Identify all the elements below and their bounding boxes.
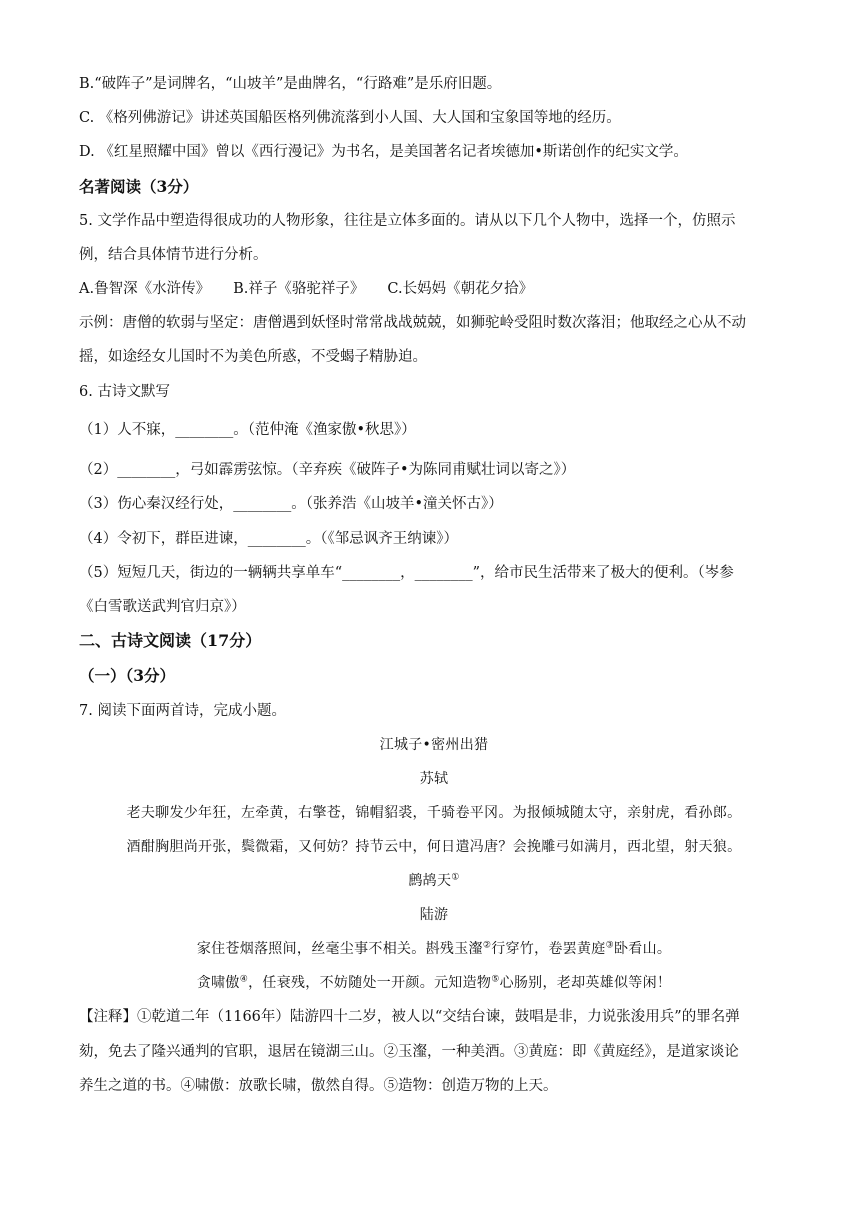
section2-subheading: （一）（3分）	[79, 666, 176, 685]
poem2-title: 鹧鸪天①	[408, 872, 460, 889]
option-c: C. 《格列佛游记》讲述英国船医格列佛流落到小人国、大人国和宝象国等地的经历。	[79, 110, 621, 126]
poem2-line2: 贪啸傲④，任衰残，不妨随处一开颜。元知造物⑤心肠别，老却英雄似等闲！	[196, 974, 672, 991]
poem2-line1: 家住苍烟落照间，丝毫尘事不相关。斟残玉瀣②行穿竹，卷罢黄庭③卧看山。	[196, 940, 672, 957]
q6-item-5-cont: 《白雪歌送武判官归京》）	[79, 599, 246, 615]
q6-title: 6. 古诗文默写	[79, 384, 170, 400]
notes-line1: 【注释】①乾道二年（1166年）陆游四十二岁，被人以“交结台谏，鼓唱是非，力说张浚用兵”的罪名弹	[79, 1009, 740, 1025]
notes-line2: 劾，免去了隆兴通判的官职，退居在镜湖三山。②玉瀣，一种美酒。③黄庭：即《黄庭经》，是道家谈论	[79, 1044, 739, 1060]
poem1-title: 江城子•密州出猎	[379, 737, 489, 753]
option-d: D. 《红星照耀中国》曾以《西行漫记》为书名，是美国著名记者埃德加•斯诺创作的纪实文学。	[79, 144, 688, 160]
q5-example-line1: 示例：唐僧的软弱与坚定：唐僧遇到妖怪时常常战战兢兢，如狮驼岭受阻时数次落泪；他取经之心从不动	[79, 315, 746, 331]
q6-item-5: （5）短短几天，街边的一辆辆共享单车“________，________”，给市民生活带来了极大的便利。（岑参	[79, 565, 734, 581]
poem1-author: 苏轼	[419, 771, 449, 787]
section-heading-reading: 名著阅读（3分）	[79, 177, 199, 196]
poem2-author: 陆游	[419, 907, 449, 923]
poem1-line1: 老夫聊发少年狂，左牵黄，右擎苍，锦帽貂裘，千骑卷平冈。为报倾城随太守，亲射虎，看孙郎。	[126, 805, 742, 821]
q7-text: 7. 阅读下面两首诗，完成小题。	[79, 703, 286, 719]
notes-line3: 养生之道的书。④啸傲：放歌长啸，傲然自得。⑤造物：创造万物的上天。	[79, 1078, 558, 1094]
q5-choices: A.鲁智深《水浒传》 B.祥子《骆驼祥子》 C.长妈妈《朝花夕拾》	[79, 281, 534, 297]
poem1-line2: 酒酣胸胆尚开张，鬓微霜，又何妨？持节云中，何日遣冯唐？会挽雕弓如满月，西北望，射天狼。	[126, 839, 742, 855]
q6-item-3: （3）伤心秦汉经行处，________。（张养浩《山坡羊•潼关怀古》）	[79, 496, 503, 512]
option-b: B.“破阵子”是词牌名，“山坡羊”是曲牌名，“行路难”是乐府旧题。	[79, 76, 502, 92]
q6-item-2: （2）________，弓如霹雳弦惊。（辛弃疾《破阵子•为陈同甫赋壮词以寄之》）	[79, 462, 576, 478]
q5-text-line2: 例，结合具体情节进行分析。	[79, 247, 268, 263]
section2-heading: 二、古诗文阅读（17分）	[79, 631, 262, 650]
q6-item-4: （4）令初下，群臣进谏，________。（《邹忌讽齐王纳谏》）	[79, 531, 458, 547]
q5-text-line1: 5. 文学作品中塑造得很成功的人物形象，往往是立体多面的。请从以下几个人物中，选择一个，仿照示	[79, 213, 736, 229]
q6-item-1: （1）人不寐，________。（范仲淹《渔家傲•秋思》）	[79, 422, 416, 438]
q5-example-line2: 摇，如途经女儿国时不为美色所惑，不受蝎子精胁迫。	[79, 349, 427, 365]
